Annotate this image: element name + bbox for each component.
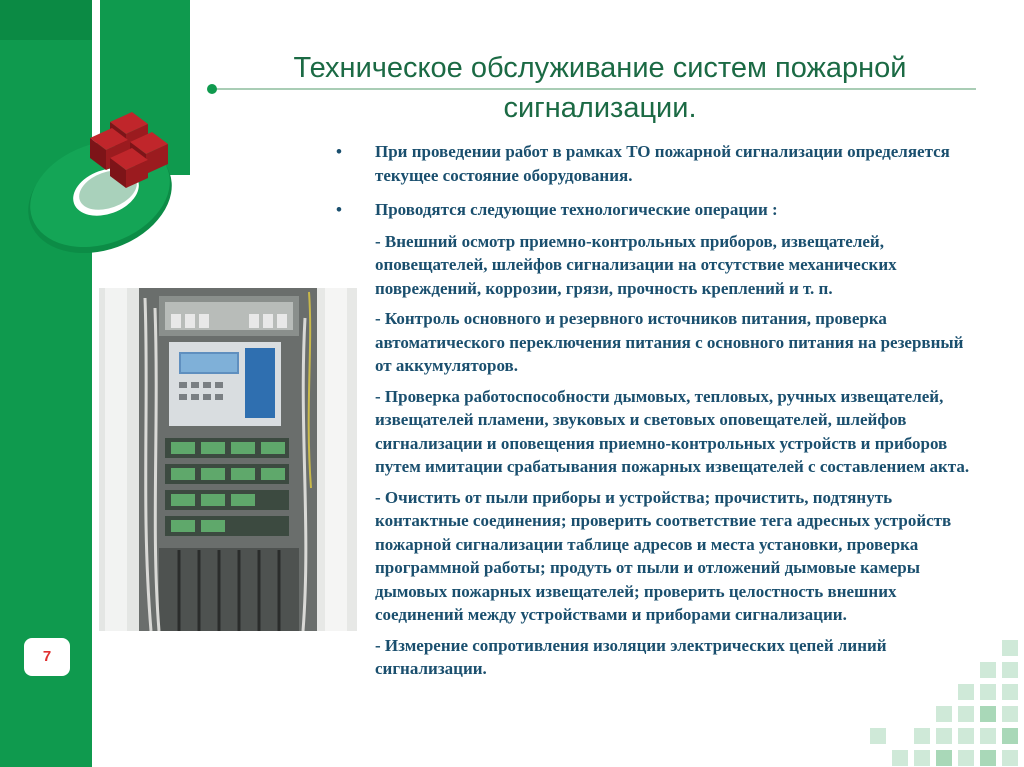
bullet-text-2: Проводятся следующие технологические операции : [375,200,778,219]
slide-title-line-2: сигнализации. [503,92,697,124]
operation-text-3: - Проверка работоспособности дымовых, тепловых, ручных извещателей, извещателей пламени, звуковых и световых оповещателей, шлейфов сигнализации и оповещения приемно-контрольных устройств и приборов путем имитации срабатывания пожарных извещателей с составлением акта. [375,386,970,476]
slide-title-line-1: Техническое обслуживание систем пожарной [293,52,907,84]
bullet-text-1: При проведении работ в рамках ТО пожарной сигнализации определяется текущее состояние оборудования. [375,142,950,185]
page-number: 7 [24,638,70,676]
bullet-dot-icon: • [336,142,342,161]
operation-text-1: - Внешний осмотр приемно-контрольных приборов, извещателей, оповещателей, шлейфов сигнализации на отсутствие механических повреждений, коррозии, грязи, прочность креплений и т. п. [375,231,897,298]
operation-text-5: - Измерение сопротивления изоляции электрических цепей линий сигнализации. [375,635,887,678]
operation-text-4: - Очистить от пыли приборы и устройства; прочистить, подтянуть контактные соединения; проверить соответствие тега адресных устройств пожарной сигнализации таблице адресов и места установки, проверка программной работы; продуть от пыли и отложений дымовые камеры дымовых пожарных извещателей; проверить целостность внешних соединений между устройствами и приборами сигнализации. [375,487,952,624]
bullet-dot-icon: • [336,200,342,219]
operation-text-2: - Контроль основного и резервного источников питания, проверка автоматического переключения питания с основного питания на резервный от аккумуляторов. [375,309,964,375]
